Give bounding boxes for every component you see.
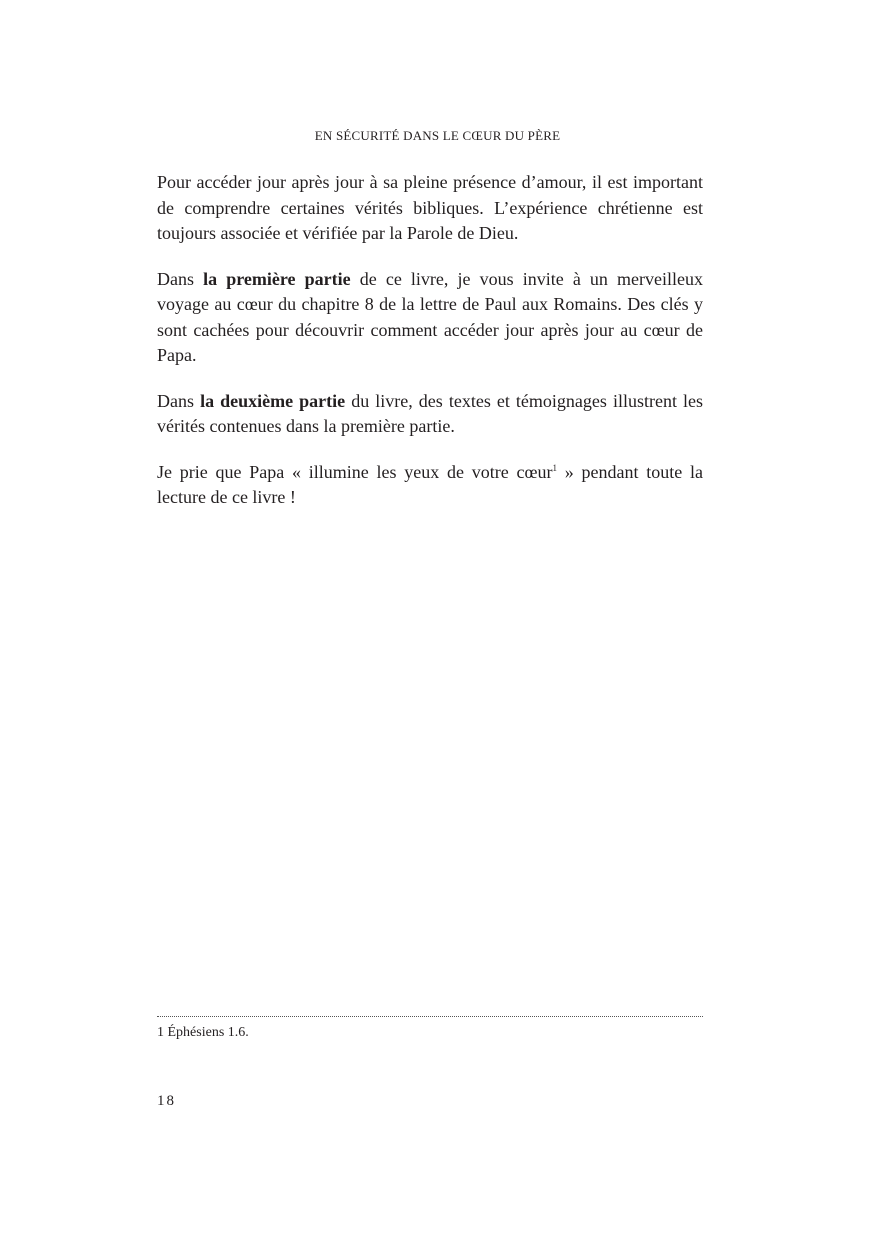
paragraph-3: [157, 389, 703, 440]
paragraph-1: Pour accéder jour après jour à sa pleine présence d’amour, il est important de comprendre certaines vérités bibliques. L’expérience chrétienne est toujours associée et vérifiée par la Parole de Dieu.: [157, 172, 703, 243]
page-number: 18: [157, 1093, 176, 1109]
paragraph-2-start: Dans: [157, 268, 204, 289]
paragraph-4-start: Je prie que Papa « illumine les yeux de votre cœur: [157, 461, 553, 482]
paragraph-3-start: Dans: [157, 390, 201, 411]
footnote: 1 Éphésiens 1.6.: [157, 1025, 249, 1040]
body-text: [157, 170, 703, 531]
paragraph-2-rest: de ce livre, je vous invite à un merveilleux voyage au cœur du chapitre 8 de la lettre de Paul aux Romains. Des clés y sont cachées pour découvrir comment accéder jour après jour au cœur de Papa.: [157, 268, 703, 365]
running-header: EN SÉCURITÉ DANS LE CŒUR DU PÈRE: [314, 128, 561, 143]
paragraph-2: [157, 267, 703, 369]
paragraph-3-bold: la deuxième partie: [200, 390, 346, 411]
footnote-reference: 1: [552, 462, 557, 473]
paragraph-4: [157, 460, 703, 511]
footnote-divider: [157, 1016, 703, 1017]
paragraph-2-bold: la première partie: [203, 268, 351, 289]
paragraph-4-rest: » pendant toute la lecture de ce livre !: [157, 461, 703, 507]
paragraph-3-rest: du livre, des textes et témoignages illustrent les vérités contenues dans la première partie.: [157, 390, 703, 436]
